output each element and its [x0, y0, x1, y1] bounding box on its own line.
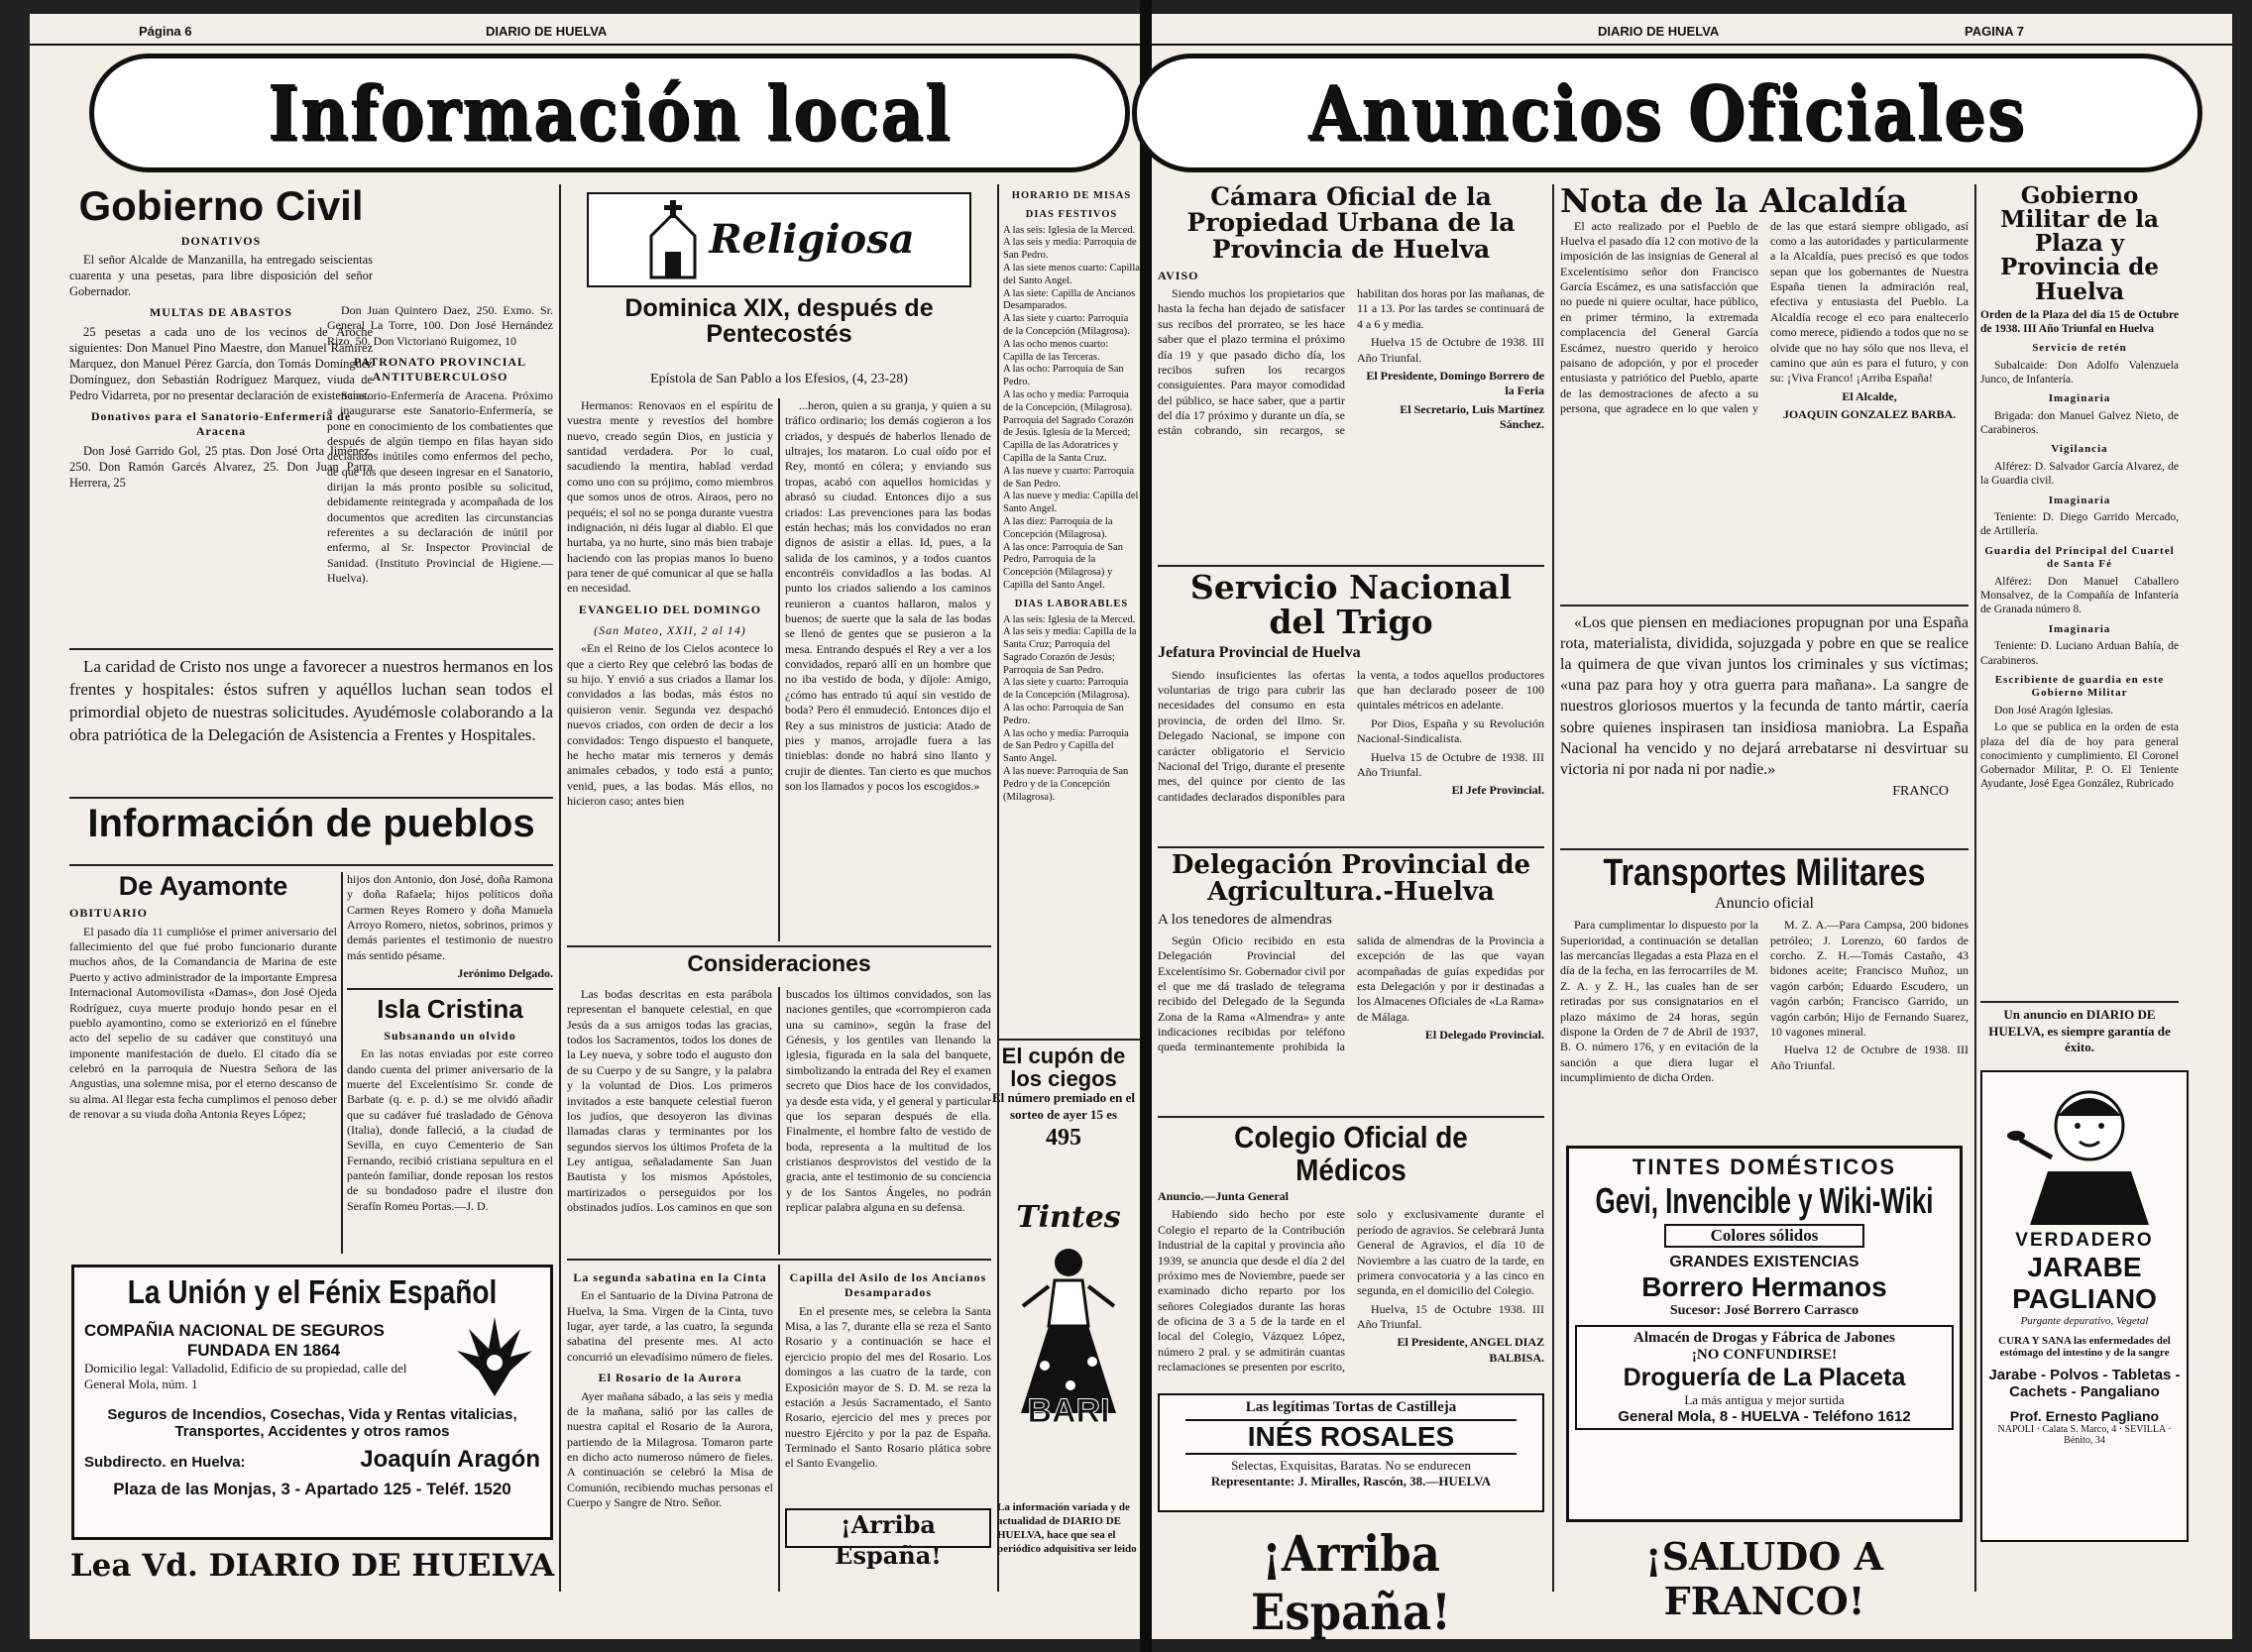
ayamonte-col: [69, 872, 337, 1259]
horario-lab-item: A las siete y cuarto: Parroquia de la Concepción (Milagrosa).: [1003, 677, 1130, 702]
militar-entry-head: Servicio de retén: [2032, 342, 2127, 355]
cupon-text: El número premiado en el sorteo de ayer 15 es: [992, 1090, 1135, 1122]
medicos-title: Colegio Oficial de Médicos: [1234, 1120, 1468, 1187]
religiosa-col1: [567, 398, 773, 947]
militar-entry-text: Subalcaide: Don Adolfo Valenzuela Junco, de Infantería.: [1980, 359, 2179, 386]
medicos-sub: Anuncio.—Junta General: [1158, 1189, 1290, 1204]
anuncio-note: [1980, 1007, 2179, 1066]
jarabe-cura: CURA Y SANA las enfermedades del estómago del intestino y de la sangre: [1998, 1335, 2171, 1359]
tortas-line1: Las legítimas Tortas de Castilleja: [1245, 1399, 1457, 1415]
right-banner-title: Anuncios Oficiales: [1308, 68, 2026, 158]
alcaldia-block: [1560, 181, 1969, 601]
tortas-line3: Selectas, Exquisitas, Baratas. No se endurecen: [1231, 1458, 1471, 1473]
militar-entry-text: Don José Aragón Iglesias.: [1994, 705, 2114, 717]
union-company: COMPAÑIA NACIONAL DE SEGUROS: [84, 1321, 385, 1340]
arriba-espana-big: ¡Arriba España!: [1251, 1524, 1451, 1641]
lea-diario-slogan: Lea Vd. DIARIO DE HUELVA: [69, 1548, 555, 1584]
divider: [567, 945, 991, 947]
religiosa-col2: [785, 398, 991, 947]
caridad-block: [69, 656, 553, 795]
union-seguros: Seguros de Incendios, Cosechas, Vida y Rentas vitalicias, Transportes, Accidentes y otros ramos: [107, 1406, 517, 1440]
trigo-text: Siendo insuficientes las ofertas voluntarias de trigo para cubrir las necesidades del consumo en esta provincia, de orden del Ilmo. Sr. Delegado Nacional, se impone con carácter obligatorio el Servicio Nacional del Trigo, durante el presente mes, del quince por ciento de las cantidades declarados disponibles para la venta, a todos aquellos productores que han declarado poseer de 100 quintales métricos en adelante.: [1158, 667, 1544, 804]
left-banner-title: Información local: [267, 68, 952, 158]
tintes-bari-ad: [997, 1199, 1140, 1487]
evangelio-ref: (San Mateo, XXII, 2 al 14): [594, 623, 746, 638]
column-rule: [341, 872, 343, 1254]
sabatina-head: La segunda sabatina en la Cinta: [573, 1270, 767, 1284]
agricultura-block: [1158, 852, 1544, 1112]
tintes-noconf: ¡NO CONFUNDIRSE!: [1691, 1347, 1838, 1363]
capilla-text: En el presente mes, se celebra la Santa Misa, a las 7, durante ella se reza el Santo Rosario y a continuación se hace el ejercicio propio del mes del Rosario. Los domingos a las cuatro de la tarde, con Exposición mayor de S. D. M. se reza la estación a Jesús Sacramentado, el Santo Rosario, ejercicio del mes y preces por nuestro Ejército y por la paz de España. Terminado el Santo Rosario plática sobre el Santo Evangelio.: [785, 1303, 991, 1471]
multas-head: MULTAS DE ABASTOS: [149, 305, 293, 320]
pueblos-header: [69, 803, 553, 862]
sanatorio-list: Don José Garrido Gol, 25 ptas. Don José Orta Jiménez, 250. Don Ramón Garcés Alvarez, 25. Don Juan Parra Herrera, 25: [69, 443, 373, 490]
divider: [69, 648, 553, 650]
militar-entry-text: Brigada: don Manuel Galvez Nieto, de Carabineros.: [1980, 409, 2179, 437]
transportes-text: Para cumplimentar lo dispuesto por la Superioridad, a continuación se detallan las mercancías llegadas a esta Plaza en el día de la fecha, en las ferrocarriles de M. Z. A. y Z. H., las cuales han de ser retiradas por sus consignatarios en el plazo máximo de 24 horas, según dispone la Orden de 7 de Abril de 1937, B. O. número 176, y en evitación de la sanción a que diera lugar el incumplimiento de dicha Orden.: [1560, 918, 1758, 1084]
drogueria-box: [1575, 1325, 1954, 1430]
militar-closing: Lo que se publica en la orden de esta plaza del día de hoy para general conocimiento y cumplimiento. El Coronel Gobernador Militar, P. O. El Teniente Ayudante, José Egea González, Rubricado: [1980, 721, 2179, 791]
horario-item: A las diez: Parroquia de la Concepción (Milagrosa).: [1003, 515, 1113, 540]
horario-head: HORARIO DE MISAS: [1011, 190, 1132, 201]
union-domicilio: Domicilio legal: Valladolid, Edificio de su propiedad, calle del General Mola, núm. 1: [84, 1361, 407, 1391]
militar-entry-text: Teniente: D. Luciano Arduan Bahía, de Carabineros.: [1980, 640, 2179, 667]
trigo-sign: El Jefe Provincial.: [1451, 783, 1544, 798]
religiosa-logo: [587, 192, 971, 287]
militar-entry: [1980, 342, 2179, 386]
divider: [1158, 565, 1544, 567]
man-spoon-illustration-icon: [1990, 1076, 2179, 1225]
medicos-sign: El Presidente, ANGEL DIAZ BALBISA.: [1397, 1335, 1544, 1365]
franco-quote-block: [1560, 612, 1969, 846]
alcaldia-sign: JOAQUIN GONZALEZ BARBA.: [1782, 406, 1957, 421]
info-note-text: La información variada y de actualidad de DIARIO DE HUELVA, hace que sea el periódico adquisitiva ser leido: [997, 1501, 1137, 1556]
caridad-text: La caridad de Cristo nos unge a favorecer a nuestros hermanos en los frentes y hospitales: éstos sufren y aquéllos luchan sean todos el primordial objeto de nuestras solicitudes. Ayudémosle colaborando a la obra patriótica de la Delegación de Asistencia a Frentes y Hospitales.: [69, 657, 553, 744]
left-paper-name: DIARIO DE HUELVA: [486, 24, 608, 39]
tintes-almacen: Almacén de Drogas y Fábrica de Jabones: [1633, 1330, 1895, 1346]
militar-entry: [1980, 495, 2179, 539]
ayamonte-col2: [347, 872, 553, 1254]
tintes-drogueria: Droguería de La Placeta: [1623, 1364, 1906, 1391]
trigo-title: Servicio Nacional del Trigo: [1189, 568, 1513, 641]
horario-lab-item: A las seis y media: Capilla de la Santa Cruz; Parroquia del Sagrado Corazón de Jesús; Parroquia de San Pedro.: [1003, 626, 1137, 676]
medicos-text: Habiendo sido hecho por este Colegio el reparto de la Contribución Industrial de la capital y provincia año 1939, se anuncia que desde el día 2 del próximo mes de Noviembre, puede ser examinado dicho reparto por los señores Colegiados durante las horas de oficina de 3 a 5 de la tarde en el local del Colegio, Vázquez López, número 2 pral. y se admitirán cuantas reclamaciones se presenten por escrito, solo y exclusivamente durante el período de agravios. Se celebrará Junta General de Agravios, el día 10 de Noviembre a las cuatro de la tarde, en primera convocatoria y a las cinco en segunda, en el domicilio del Colegio.: [1158, 1207, 1544, 1375]
divider: [347, 988, 553, 990]
horario-item: A las ocho menos cuarto: Capilla de las Terceras.: [1003, 338, 1109, 363]
jarabe-prof: Prof. Ernesto Pagliano: [2009, 1408, 2160, 1424]
consideraciones-body: [567, 987, 991, 1255]
horario-sub: DIAS FESTIVOS: [1025, 208, 1118, 220]
spine: [1140, 0, 1152, 1652]
obituario-head: OBITUARIO: [69, 906, 149, 921]
camara-text: Siendo muchos los propietarios que hasta la fecha han dejado de satisfacer sus recibos del prorrateo, se les hace saber que el plazo termina el próximo día 19 y que pasado dicho día, los recibos sufren los recargos consiguientes. Para mayor comodidad del público, se hace saber, que a partir del día 17 próximo y durante un día, se están cobrando, sin recargos, se habilitan dos horas por las mañanas, de 11 a 13. Por las tardes se continuará de 4 a 6 y media.: [1158, 286, 1544, 438]
agricultura-sub: A los tenedores de almendras: [1158, 911, 1332, 928]
trigo-block: [1158, 568, 1544, 838]
militar-entry: [1980, 443, 2179, 488]
obituario-text: El pasado día 11 cumplióse el primer aniversario del fallecimiento del que fué probo funcionario durante muchos años, de la Comandancia de Marina de este Puerto y activo administrador de la importante Empresa Internacional Automovilista «Damas», don José Ojeda Rodríguez, cuya muerte produjo hondo pesar en el pueblo ayamontino, como se exteriorizó en el fúnebre acto del sepelio de su cadáver que constituyó una imponente manifestación de duelo. El citado día se celebró en la parroquia de Nuestra Señora de las Angustias, una solemne misa, por el eterno descanso de su alma. Al llegar esta fecha cumplimos el penoso deber de renovar a su viuda doña Antonia Reyes López;: [69, 924, 337, 1122]
religiosa-header: [567, 184, 991, 363]
ayamonte-title: De Ayamonte: [118, 871, 288, 901]
union-director: Joaquín Aragón: [360, 1446, 540, 1473]
patronato-head: PATRONATO PROVINCIAL ANTITUBERCULOSO: [353, 355, 527, 385]
tintes-bari-top: Tintes: [1016, 1200, 1121, 1235]
right-banner: [1132, 54, 2202, 172]
tintes-sucesor: Sucesor: José Borrero Carrasco: [1669, 1303, 1859, 1318]
religiosa-logo-text: Religiosa: [709, 216, 915, 264]
epistola-text: Hermanos: Renovaos en el espíritu de vuestra mente y revestíos del hombre nuevo, creado según Dios, en justicia y santidad verdadera. Por lo cual, sacudiendo la mentira, hablad verdad como uno con su prójimo, como miembros que somos unos de otros. Airaos, pero no pequéis; el sol no se ponga durante vuestra indignación, ni déis lugar al diablo. El que hurtaba, ya no hurte, sino más bien trabaje haciendo con las propias manos lo bueno para tener de qué comunicar al que se halla en necesidad.: [567, 398, 773, 596]
union-fenix-ad: [71, 1265, 553, 1540]
camara-secretario: El Secretario, Luis Martínez Sánchez.: [1400, 401, 1544, 431]
divider: [567, 1259, 991, 1261]
pueblos-title: Información de pueblos: [87, 802, 535, 845]
ines-rosales-ad: [1158, 1393, 1544, 1512]
donativos-text: El señor Alcalde de Manzanilla, ha entregado seiscientas cuarenta y una pesetas, para libre disposición del señor Gobernador.: [69, 253, 373, 299]
horario-lab-item: A las nueve: Parroquia de San Pedro y de la Concepción (Milagrosa).: [1003, 766, 1129, 803]
arriba-espana-small-text: ¡Arriba España!: [835, 1510, 942, 1570]
saludo-franco: ¡SALUDO A FRANCO!: [1644, 1534, 1884, 1623]
transportes-text2: M. Z. A.—Para Campsa, 200 bidones petróleo; J. Lorenzo, 60 fardos de corcho. Z. H.—Tomás Castaño, 43 bidones aceite; Francisco Muñoz, un vagón carbón; Eduardo Escudero, un vagón carbón; Francisco Garrido, un vagón carbón; Hijo de Fernando Suarez, 10 vagones mineral.: [1770, 918, 1969, 1039]
divider: [1158, 846, 1544, 848]
militar-entry-head: Imaginaria: [2048, 392, 2111, 405]
column-rule: [1552, 184, 1554, 1592]
trigo-viva: Por Dios, España y su Revolución Nacional-Sindicalista.: [1357, 716, 1544, 746]
militar-orden: Orden de la Plaza del día 15 de Octubre de 1938. III Año Triunfal en Huelva: [1980, 308, 2179, 335]
jarabe-city: NAPOLI · Calata S. Marco, 4 · SEVILLA · Bénito, 34: [1997, 1424, 2172, 1446]
tintes-brands: Gevi, Invencible y Wiki-Wiki: [1595, 1180, 1934, 1221]
militar-entry-head: Escribiente de guardia en este Gobierno Militar: [1994, 673, 2165, 700]
camara-aviso: AVISO: [1158, 268, 1199, 282]
multas-text: 25 pesetas a cada uno de los vecinos de Aroche siguientes: Don Manuel Pino Maestre, don Manuel Ramírez Marquez, don Manuel Pérez García, don Tomás Domínguez Domínguez, don Sebastián Rodríguez Marquez, viuda de Pedro Vidarreta, por no presentar declaración de existencias.: [69, 324, 373, 402]
cupon-title: El cupón de los ciegos: [1001, 1044, 1126, 1092]
transportes-date: Huelva 12 de Octubre de 1938. III Año Triunfal.: [1770, 1043, 1969, 1072]
tintes-bari-brand: BARI: [1027, 1391, 1110, 1430]
gobierno-militar-block: [1980, 184, 2179, 997]
trigo-sub: Jefatura Provincial de Huelva: [1158, 644, 1361, 662]
right-page-number: PAGINA 7: [1965, 24, 2024, 39]
cupon-number: 495: [1046, 1125, 1081, 1152]
divider: [997, 1039, 1140, 1041]
militar-entry: [1980, 674, 2179, 718]
epistola-title: Epístola de San Pablo a los Efesios, (4, 23-28): [650, 372, 908, 386]
divider: [69, 864, 553, 866]
consideraciones-text: Las bodas descritas en esta parábola representan el banquete celestial, en que Jesús da a sus amigos todas las gracias, todos los Sacramentos, todos los dones de la Ley nueva, y sobre todo el augusto don de su Cuerpo y de su Sangre, y la palabra y la voluntad de Dios. Los primeros invitados a este banquete celestial fueron los judíos, que desoyeron las divinas llamadas claras y terminantes por los segundos siervos los últimos Profeta de la Ley antigua, señaladamente San Juan Bautista y los mismos Apóstoles, martirizados o perseguidos por los obstinados judíos. Los caminos en que son buscados los últimos convidados, son las naciones gentiles, que «corrompieron cada una su camino», según la frase del Génesis, y los gentiles van llenando la iglesia, figurada en la sala del banquete, simbolizando la entrada del Rey el examen secreto que Dios hace de los convidados, ya desde esta vida, y el general y particular que los separan después de ella. Finalmente, el hombre falto de vestido de boda, representa a la multitud de los cristianos desprovistos del vestido de la gracia, ante el testimonio de su conciencia y de los Santos Ángeles, no podrán replicar palabra alguna en su defensa.: [567, 987, 991, 1215]
camara-block: [1158, 184, 1544, 561]
agricultura-title: Delegación Provincial de Agricultura.-Huelva: [1171, 850, 1531, 908]
transportes-block: [1560, 854, 1969, 1142]
medicos-date: Huelva, 15 de Octubre 1938. III Año Triunfal.: [1357, 1301, 1544, 1331]
horario-item: A las seis y media: Parroquia de San Pedro.: [1003, 237, 1137, 262]
alcaldia-sign-title: El Alcalde,: [1842, 388, 1897, 403]
militar-entry-text: Alférez: D. Salvador García Alvarez, de la Guardia civil.: [1980, 461, 2179, 488]
sabatina-text: En el Santuario de la Divina Patrona de Huelva, la Sma. Virgen de la Cinta, tuvo lugar, ayer tarde, a las cuatro, la segunda sabatina del presente mes. Al acto concurrió un elevadísimo número de fieles.: [567, 1288, 773, 1364]
tortas-brand: INÉS ROSALES: [1185, 1419, 1517, 1455]
arriba-espana-small: [785, 1508, 991, 1570]
horario-laborables-list: [1003, 614, 1140, 805]
jarabe-jarabe: JARABE: [2027, 1252, 2142, 1282]
isla-text: En las notas enviadas por este correo dando cuenta del primer aniversario de la muerte del Excelentísimo Sr. conde de Barbate (q. e. p. d.) se me olvidó añadir que su cadáver fué trasladado de Génova (Italia), donde falleció, a la ciudad de Sevilla, en cuyo Cementerio de San Fernando, recibió cristiana sepultura en el panteón familiar, donde reposan los restos de su bondadoso padre el ilustre don Serafín Romeu Portas.—J. D.: [347, 1046, 553, 1213]
franco-sign: FRANCO: [1892, 783, 1949, 799]
jarabe-verdadero: VERDADERO: [2015, 1230, 2154, 1251]
camara-presidente: El Presidente, Domingo Borrero de la Feria: [1366, 368, 1544, 398]
jarabe-pagliano-ad: [1980, 1070, 2189, 1542]
horario-item: A las ocho: Parroquia de San Pedro.: [1003, 364, 1124, 388]
column-rule: [1974, 184, 1976, 1592]
horario-item: A las nueve y media: Capilla del Santo Angel.: [1003, 491, 1139, 515]
right-paper-name: DIARIO DE HUELVA: [1598, 24, 1720, 39]
info-note: [997, 1500, 1140, 1590]
evangelio-cont: ...heron, quien a su granja, y quien a su tráfico ordinario; los demás cogieron a los criados, y después de haberlos llenado de ultrajes, los mataron. Lo cual oído por el Rey, montó en cólera; y enviando sus tropas, acabó con aquellos homicidas y abrasó su ciudad. Entonces dijo a sus criados: Las prevenciones para las bodas están hechas; más los convidados no eran dignos de asistir a ellas. Id, pues, a la salida de los caminos, y a todos cuantos encontréis convidadlos a las bodas. Al punto los criados saliendo a los caminos reunieron a cuantos hallaron, malos y buenos; de suerte que la sala de las bodas se llenó de gentes que se pusieron a la mesa. Entrando después el Rey a ver a los convidados, reparó allí en un hombre que no iba vestido de boda, y díjole: Amigo, ¿cómo has entrado tú aquí sin vestido de boda? Pero él enmudeció. Entonces dijo el Rey a sus ministros de justicia: Atado de pies y manos, arrojadle fuera a las tinieblas: donde no habrá sino llanto y crujir de dientes. Tan cierto es que muchos son los llamados y pocos los escogidos.»: [785, 398, 991, 793]
horario-festivos-list: [1003, 225, 1140, 593]
tintes-antigua: La más antigua y mejor surtida: [1684, 1392, 1845, 1407]
capilla-head: Capilla del Asilo de los Ancianos Desamparados: [789, 1270, 987, 1300]
rosario-text: Ayer mañana sábado, a las seis y media de la mañana, salió por las calles de nuestra capital el Rosario de la Aurora, partiendo de la Milagrosa. Tomaron parte en dicho acto numeroso número de fieles. A continuación se celebró la Misa de Comunión, recibiendo muchas personas el Cuerpo y Sangre de Ntro. Señor.: [567, 1388, 773, 1510]
horario-item: A las ocho y media: Parroquia de la Concepción, (Milagrosa). Parroquia del Sagrado Corazón de Jesús. Iglesia de la Merced; Capilla de las Adoratrices y Capilla de la Santa Cruz.: [1003, 388, 1134, 464]
militar-entry: [1980, 623, 2179, 668]
gobierno-civil-title: Gobierno Civil: [78, 182, 364, 229]
phoenix-emblem-icon: [449, 1311, 540, 1402]
patronato-text: Sanatorio-Enfermería de Aracena. Próximo a inaugurarse este Sanatorio-Enfermería, se pone en conocimiento de los combatientes que después de algún tiempo en filas hayan sido declarados inútiles como enfermos del pecho, de que los que deseen ingresar en el Sanatorio, dirijan la más pronto posible su solicitud, debidamente reintegrada y acompañada de los documentos que acrediten las circunstancias referentes a su declaración de inútil por enfermo, al Sr. Inspector Provincial de Sanidad. (Instituto Provincial de Higiene.—Huelva).: [327, 387, 553, 586]
tintes-colores: Colores sólidos: [1664, 1224, 1864, 1248]
medicos-block: [1158, 1122, 1544, 1389]
militar-entry: [1980, 545, 2179, 617]
transportes-sub: Anuncio oficial: [1715, 894, 1814, 912]
militar-entry-head: Vigilancia: [2051, 443, 2108, 456]
divider: [1980, 1001, 2179, 1003]
union-founded: FUNDADA EN 1864: [186, 1341, 341, 1360]
horario-lab-item: A las ocho: Parroquia de San Pedro.: [1003, 703, 1124, 726]
evangelio-text: «En el Reino de los Cielos acontece lo que a cierto Rey que celebró las bodas de su hijo. Y envió a sus criados a llamar los convidados a las bodas, más éstos no quisieron venir. Segunda vez despachó nuevos criados, con orden de decir a los convidados: Tengo dispuesto el banquete, he hecho matar mis terneros y demás animales cebados, y todo está a punto; venid, pues, a las bodas. Más ellos, no hicieron caso; antes bien: [567, 641, 773, 808]
tintes-domesticos-ad: [1566, 1146, 1963, 1522]
militar-entry-head: Imaginaria: [2048, 494, 2111, 506]
trigo-date: Huelva 15 de Octubre de 1938. III Año Triunfal.: [1357, 749, 1544, 779]
camara-date: Huelva 15 de Octubre de 1938. III Año Triunfal.: [1357, 335, 1544, 365]
horario-col: [1003, 184, 1140, 1035]
divider: [1158, 1116, 1544, 1118]
tintes-address: General Mola, 8 - HUELVA - Teléfono 1612: [1618, 1408, 1911, 1425]
rosario-head: El Rosario de la Aurora: [598, 1371, 742, 1385]
divider: [1560, 848, 1969, 850]
right-folio: [1152, 20, 2232, 46]
left-banner: [89, 54, 1130, 172]
transportes-title: Transportes Militares: [1603, 852, 1926, 894]
column-rule: [778, 398, 780, 941]
isla-cristina-title: Isla Cristina: [377, 993, 523, 1024]
militar-entry-head: Imaginaria: [2048, 622, 2111, 635]
horario-laborables: DIAS LABORABLES: [1014, 598, 1129, 609]
consideraciones-header: [567, 951, 991, 985]
union-address: Plaza de las Monjas, 3 - Apartado 125 - Teléf. 1520: [113, 1480, 511, 1498]
tintes-top: TINTES DOMÉSTICOS: [1632, 1155, 1897, 1179]
dominica-title: Dominica XIX, después de Pentecostés: [624, 294, 934, 349]
cupon-block: [987, 1045, 1140, 1193]
column-rule: [559, 184, 561, 1592]
consideraciones-title: Consideraciones: [687, 950, 871, 976]
horario-item: A las siete: Capilla de Ancianos Desamparados.: [1003, 287, 1136, 312]
horario-item: A las nueve y cuarto: Parroquia de San Pedro.: [1003, 465, 1135, 490]
militar-entry-text: Teniente: D. Diego Garrido Mercado, de Artillería.: [1980, 511, 2179, 538]
sabatina-col: [567, 1265, 773, 1592]
alcaldia-text: El acto realizado por el Pueblo de Huelva el pasado día 12 con motivo de la imposición de las insignias de General al Excelentísimo señor don Francisco García Escámez, es una satisfacción que no puede ni quiere ocultar, hace público, en primer término, la extremada complacencia del General García Escámez, nuestro querido y heroico paisano de adopción, y por el proceder entusiasta y patriótico del Pueblo, aparte de las demostraciones de afecto a su persona, que agradece en lo que valen y de las que estará siempre obligado, así como a las autoridades y particularmente a la Alcaldía, pues precisó es que todos sepan que los gobernantes de Nuestra España tienen la admiración real, efectiva y entusiasta del Pueblo. La Alcaldía recoge el eco para enaltecerlo como merece, pidiendo a todos que no se olvide que no hay sólo que nos lleva, el camino que aún es para el futuro, y con su: ¡Viva Franco! ¡Arriba España!: [1560, 218, 1969, 415]
union-sub-label: Subdirecto. en Huelva:: [84, 1454, 246, 1471]
evangelio-head: EVANGELIO DEL DOMINGO: [578, 602, 762, 616]
left-page-number: Página 6: [139, 24, 192, 39]
right-page: [1152, 14, 2232, 1639]
agricultura-text: Según Oficio recibido en esta Delegación Provincial del Excelentísimo Sr. Gobernador civil por el que me dá traslado de telegrama recibido del Delegado de la Segunda Zona de la Rama «Almendra» y ante indicaciones recibidas por teléfono queda terminantemente prohibida la salida de almendras de la Provincia a excepción de las que vayan acompañadas de guías expedidas por esta Delegación y por ir destinadas a los Almacenes Oficiales de «La Rama» de Málaga.: [1158, 933, 1544, 1054]
sanatorio-head: Donativos para el Sanatorio-Enfermería de Aracena: [90, 408, 352, 439]
jarabe-pagliano: PAGLIANO: [2012, 1283, 2157, 1314]
horario-item: A las seis: Iglesia de la Merced.: [1003, 224, 1136, 236]
horario-lab-item: A las ocho y media: Parroquia de San Pedro y Capilla del Santo Angel.: [1003, 727, 1129, 765]
left-page: [30, 14, 1140, 1639]
horario-lab-item: A las seis: Iglesia de la Merced.: [1003, 613, 1136, 625]
church-icon: [643, 200, 703, 279]
horario-item: A las once: Parroquia de San Pedro, Parroquia de la Concepción (Milagrosa) y Capilla del Santo Angel.: [1003, 541, 1124, 591]
franco-quote: «Los que piensen en mediaciones propugnan por una España rota, materialista, dividida, sojuzgada y pobre en que se realice la quimera de que vivan juntos los criminales y sus víctimas; «una paz para hoy y otra guerra para mañana». La sangre de nuestros gloriosos muertos y la fecunda de tanto mártir, caería sobre quienes inspirasen tan insidiosa maniobra. La España Nacional ha vencido y no dejará arrebatarse ni desvirtuar su victoria ni por nada ni por nadie.»: [1560, 614, 1969, 778]
donativos-head: DONATIVOS: [180, 234, 262, 249]
isla-sub: Subsanando un olvido: [384, 1028, 516, 1043]
militar-entry: [1980, 392, 2179, 437]
col2-donor-list: Don Juan Quintero Daez, 250. Exmo. Sr. General La Torre, 100. Don José Hernández Rizo, 50. Don Victoriano Ruigomez, 10: [327, 303, 553, 348]
jarabe-forms: Jarabe - Polvos - Tabletas - Cachets - Pangaliano: [1988, 1367, 2181, 1400]
tintes-borrero: Borrero Hermanos: [1641, 1271, 1887, 1302]
anuncio-note-text: Un anuncio en DIARIO DE HUELVA, es siempre garantía de éxito.: [1988, 1007, 2171, 1055]
divider: [1560, 605, 1969, 606]
epistola-line: [567, 371, 991, 392]
obituario-cont: hijos don Antonio, don José, doña Ramona y doña Rafaela; hijos políticos doña Carmen Reyes Romero y doña Manuela Arroyo Romero, nietos, sobrinos, primos y demás parientes el testimonio de nuestro más sentido pésame.: [347, 872, 553, 962]
agricultura-sign: El Delegado Provincial.: [1424, 1027, 1544, 1042]
left-folio: [30, 20, 1140, 46]
jarabe-tag: Purgante depurativo, Vegetal: [2020, 1315, 2149, 1327]
column-rule: [778, 1265, 780, 1592]
militar-entry-head: Guardia del Principal del Cuartel de Santa Fé: [1984, 544, 2175, 571]
divider: [69, 797, 553, 799]
tintes-grandes: GRANDES EXISTENCIAS: [1669, 1254, 1859, 1270]
horario-item: A las siete y cuarto: Parroquia de la Concepción (Milagrosa).: [1003, 313, 1130, 337]
tortas-line4: Representante: J. Miralles, Rascón, 38.—HUELVA: [1210, 1474, 1492, 1488]
camara-title: Cámara Oficial de la Propiedad Urbana de la Provincia de Huelva: [1186, 182, 1516, 264]
gobierno-civil-col2: [327, 303, 553, 630]
capilla-col: [785, 1265, 991, 1502]
union-ad-title: La Unión y el Fénix Español: [127, 1273, 498, 1310]
militar-entry-text: Alférez: Don Manuel Caballero Monsalvez, de la Compañía de Infantería de Granada número 8.: [1980, 575, 2179, 616]
alcaldia-title: Nota de la Alcaldía: [1560, 181, 1908, 220]
militar-title: Gobierno Militar de la Plaza y Provincia de Huelva: [2000, 182, 2159, 305]
obituario-sign: Jerónimo Delgado.: [457, 966, 553, 981]
horario-item: A las siete menos cuarto: Capilla del Santo Angel.: [1003, 262, 1140, 286]
